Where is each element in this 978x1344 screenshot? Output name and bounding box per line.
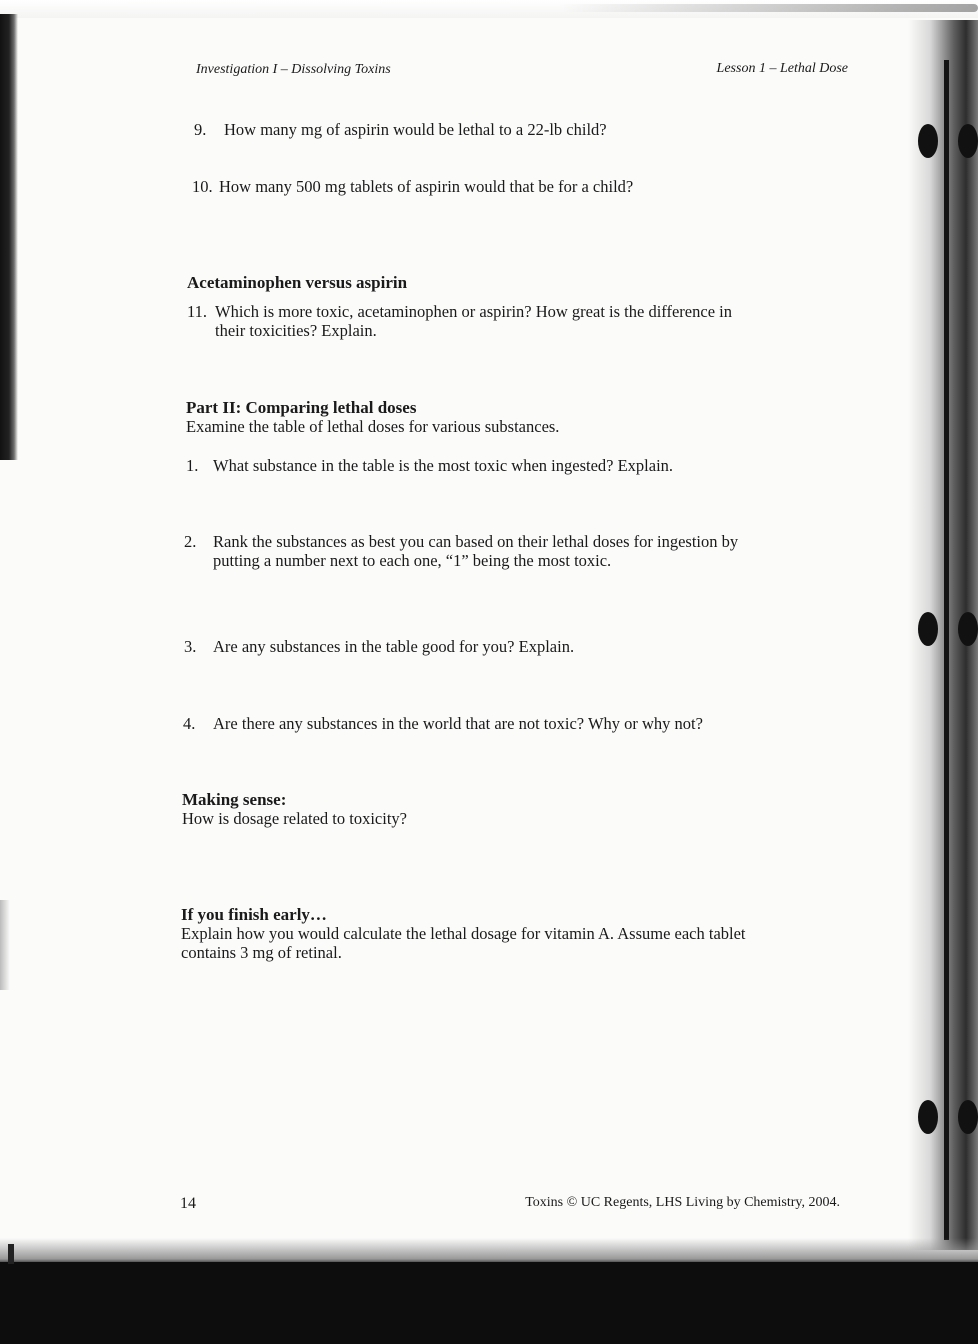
left-binding-edge xyxy=(0,14,18,460)
question-number: 9. xyxy=(194,120,207,139)
part2-question-4 xyxy=(183,714,703,733)
part2-question-3 xyxy=(184,637,574,656)
question-text-line1: Rank the substances as best you can based on their lethal doses for ingestion by xyxy=(213,532,739,551)
scan-background xyxy=(0,1262,978,1344)
question-10 xyxy=(192,177,633,196)
finish-early-line2: contains 3 mg of retinal. xyxy=(181,943,342,962)
question-text: Are there any substances in the world that are not toxic? Why or why not? xyxy=(213,714,703,733)
section-heading-part2: Part II: Comparing lethal doses xyxy=(186,398,417,417)
section-heading-making-sense: Making sense: xyxy=(182,790,287,809)
left-edge-shadow xyxy=(0,900,10,990)
question-text: Are any substances in the table good for you? Explain. xyxy=(213,637,575,656)
header-investigation: Investigation I – Dissolving Toxins xyxy=(196,62,391,77)
question-number: 1. xyxy=(186,456,199,475)
punch-hole xyxy=(958,124,978,158)
question-11-line2: their toxicities? Explain. xyxy=(215,321,377,340)
footer-credit: Toxins © UC Regents, LHS Living by Chemistry, 2004. xyxy=(525,1195,840,1210)
page-number: 14 xyxy=(180,1195,196,1212)
section-heading-finish-early: If you finish early… xyxy=(181,905,327,924)
question-number: 4. xyxy=(183,714,196,733)
making-sense-question: How is dosage related to toxicity? xyxy=(182,809,407,828)
punch-hole xyxy=(918,124,938,158)
section-heading-acetaminophen: Acetaminophen versus aspirin xyxy=(187,273,408,292)
question-text: How many 500 mg tablets of aspirin would that be for a child? xyxy=(219,177,634,196)
punch-hole xyxy=(958,612,978,646)
question-number: 2. xyxy=(184,532,197,551)
part2-question-2 xyxy=(184,532,738,551)
punch-hole xyxy=(918,1100,938,1134)
question-number: 11. xyxy=(187,302,208,321)
question-text: How many mg of aspirin would be lethal to a 22-lb child? xyxy=(224,120,607,139)
part2-question-2-line2: putting a number next to each one, “1” being the most toxic. xyxy=(213,551,612,570)
punch-hole xyxy=(958,1100,978,1134)
binder-edge-line xyxy=(944,60,949,1240)
question-11 xyxy=(187,302,732,321)
part2-intro: Examine the table of lethal doses for various substances. xyxy=(186,417,560,436)
part2-question-1 xyxy=(186,456,673,475)
question-number: 3. xyxy=(184,637,197,656)
question-text: What substance in the table is the most toxic when ingested? Explain. xyxy=(213,456,674,475)
finish-early-line1: Explain how you would calculate the lethal dosage for vitamin A. Assume each tablet xyxy=(181,924,746,943)
question-number: 10. xyxy=(192,177,213,196)
question-text-line1: Which is more toxic, acetaminophen or aspirin? How great is the difference in xyxy=(215,302,732,321)
header-lesson: Lesson 1 – Lethal Dose xyxy=(716,61,848,76)
page-bottom-shadow xyxy=(0,1238,978,1264)
page-corner xyxy=(8,1244,14,1264)
question-9 xyxy=(194,120,607,139)
punch-hole xyxy=(918,612,938,646)
scan-shadow xyxy=(560,4,978,12)
